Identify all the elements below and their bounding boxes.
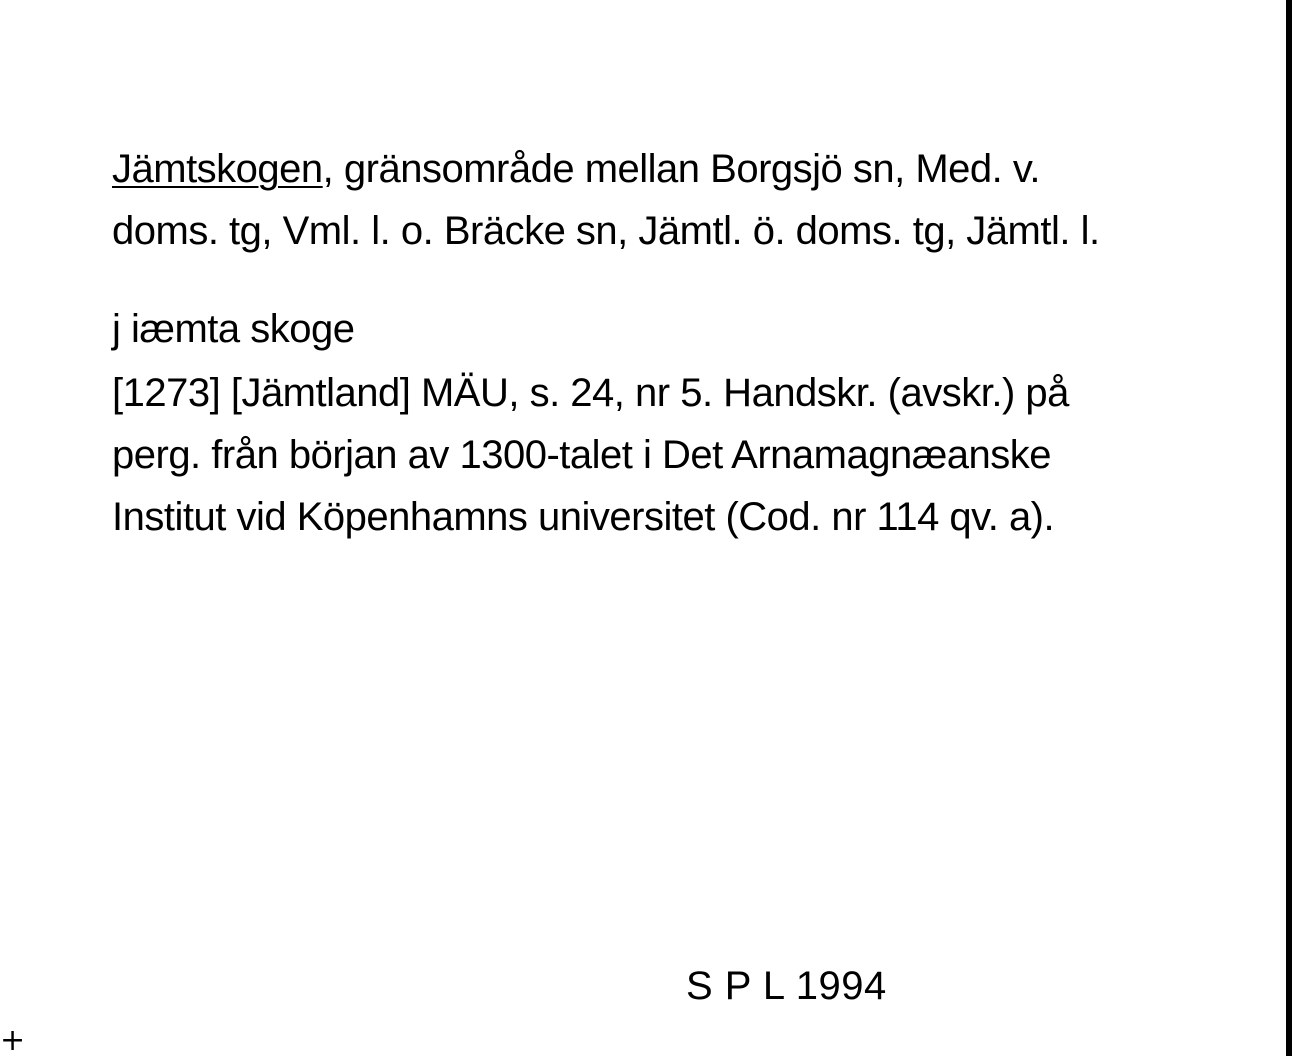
entry-line-1 — [112, 138, 1100, 200]
attested-form: j iæmta skoge — [112, 307, 355, 351]
source-citation — [112, 362, 1069, 548]
signature: S P L 1994 — [686, 964, 887, 1008]
card-entry — [112, 138, 1100, 262]
source-line: perg. från början av 1300-talet i Det Arnamagnæanske — [112, 433, 1052, 477]
source-line: Institut vid Köpenhamns universitet (Cod. nr 114 qv. a). — [112, 495, 1055, 539]
card-edge — [1286, 0, 1292, 1056]
definition-line-2: doms. tg, Vml. l. o. Bräcke sn, Jämtl. ö. doms. tg, Jämtl. l. — [112, 209, 1100, 253]
source-line: [1273] [Jämtland] MÄU, s. 24, nr 5. Handskr. (avskr.) på — [112, 371, 1069, 415]
corner-mark: + — [0, 1023, 26, 1058]
definition-line-1: , gränsområde mellan Borgsjö sn, Med. v. — [322, 147, 1041, 191]
headword: Jämtskogen — [112, 147, 323, 191]
